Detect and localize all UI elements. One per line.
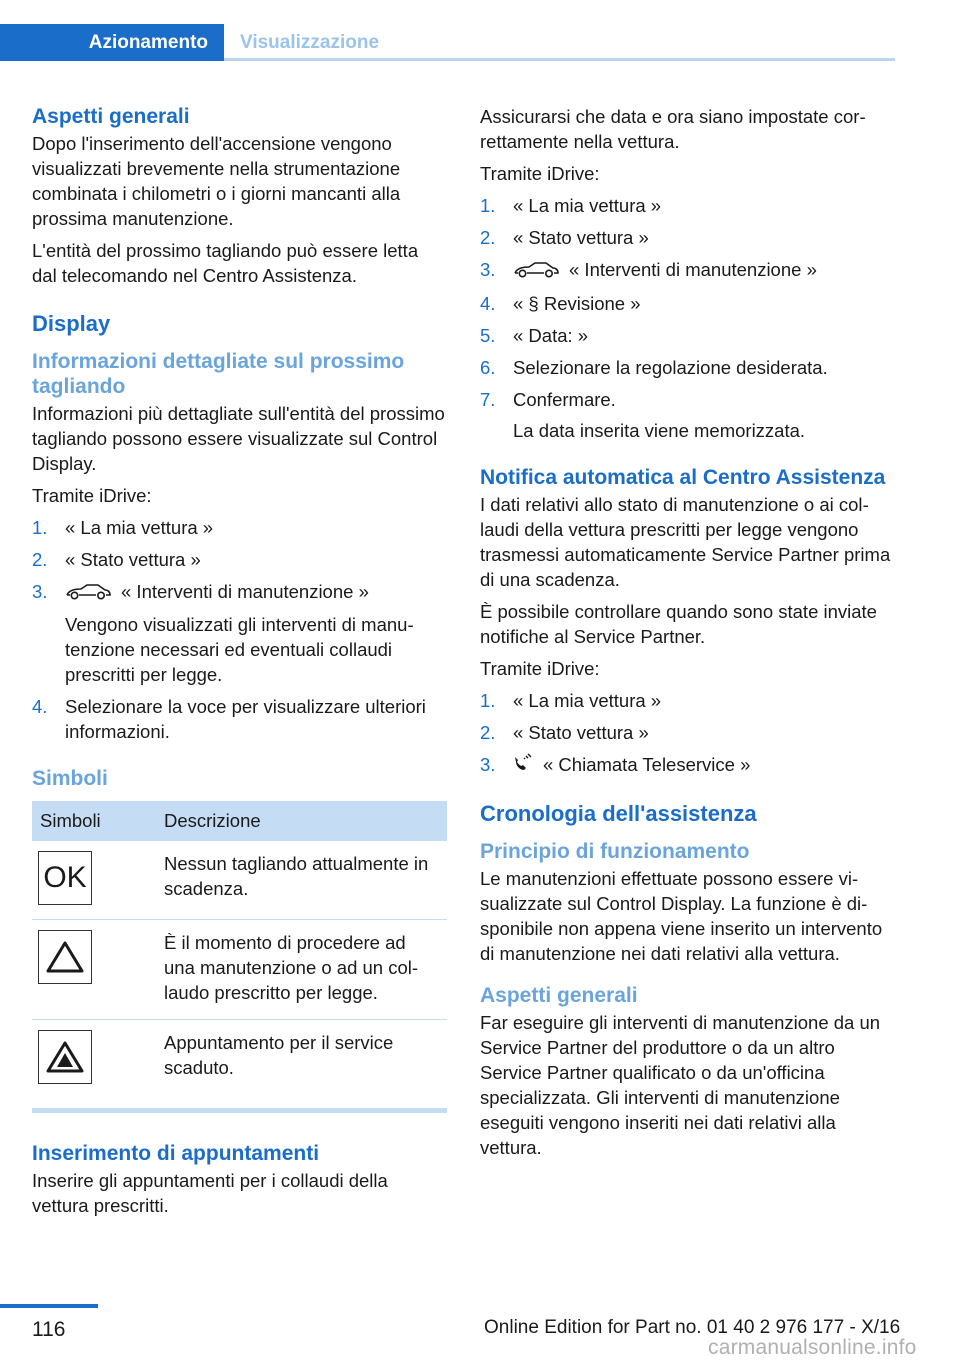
subsection-title-principio: Principio di funzionamento — [480, 839, 750, 863]
subsection-title-informazioni: Informazioni dettagliate sul prossimo tagliando — [32, 350, 405, 398]
steps-list — [32, 515, 447, 744]
symbols-table — [32, 801, 447, 1098]
paragraph: Tramite iDrive: — [480, 163, 600, 184]
list-item: 4. Selezionare la voce per visualizzare ulteriori informazioni. — [32, 695, 426, 742]
table-row: È il momento di procedere ad una manutenzione o ad un collaudo prescritto per legge. — [32, 919, 447, 1019]
list-item: 3. « Chiamata Teleservice » — [480, 752, 895, 779]
list-item: 4. « § Revisione » — [480, 292, 641, 314]
warning-triangle-icon — [38, 930, 92, 984]
paragraph: Assicurarsi che data e ora siano impostate correttamente nella vettura. — [480, 106, 866, 152]
list-item: 1. « La mia vettura » — [32, 517, 214, 538]
paragraph: Le manutenzioni effettuate possono essere visualizzate sul Control Display. La funzione è disponibile non appena viene inserito un intervento di manutenzione nei dati relativi alla vettura. — [480, 867, 883, 964]
list-item: 2. « Stato vettura » — [32, 549, 201, 570]
list-item: 1. « La mia vettura » — [480, 689, 662, 711]
header-tabs — [0, 24, 895, 61]
tab-visualizzazione[interactable]: Visualizzazione — [240, 31, 380, 53]
paragraph: È possibile controllare quando sono state inviate notifiche al Service Partner. — [480, 600, 877, 647]
table-bottom-rule — [32, 1108, 447, 1113]
car-service-icon — [513, 259, 559, 284]
subsection-title-aspetti-generali: Aspetti generali — [480, 983, 638, 1007]
paragraph: Inserire gli appuntamenti per i collaudi della vettura prescritti. — [32, 1169, 388, 1216]
paragraph: Informazioni più dettagliate sull'entità del prossimo tagliando possono essere visualizzate sul Control Display. — [32, 403, 445, 474]
list-item: 1. « La mia vettura » — [480, 195, 662, 216]
warning-triangle-filled-icon — [38, 1030, 92, 1084]
section-title-display: Display — [32, 311, 111, 336]
section-title-aspetti-generali: Aspetti generali — [32, 105, 190, 128]
paragraph: I dati relativi allo stato di manutenzione o ai collaudi della vettura prescritti per legge vengono trasmessi automaticamente Service Partner prima di una scadenza. — [480, 493, 891, 590]
tab-azionamento[interactable]: Azionamento — [0, 24, 224, 61]
paragraph: Dopo l'inserimento dell'accensione vengono visualizzati brevemente nella strumentazione combinata i chilometri o i giorni mancanti alla prossima manutenzione. — [32, 133, 401, 229]
left-column — [32, 104, 447, 1225]
list-item: 5. « Data: » — [480, 324, 589, 346]
list-item: 2. « Stato vettura » — [480, 721, 649, 743]
right-column — [480, 104, 895, 1167]
paragraph: Tramite iDrive: — [480, 657, 600, 679]
header-divider — [224, 58, 895, 61]
list-item: 3. « Interventi di manutenzione » Vengono visualizzati gli interventi di manutenzione necessari ed eventuali collaudi prescritti per legge. — [32, 581, 414, 685]
steps-list — [480, 193, 895, 443]
section-title-inserimento: Inserimento di appuntamenti — [32, 1141, 320, 1165]
edition-note: Online Edition for Part no. 01 40 2 976 177 - X/16 — [484, 1317, 901, 1338]
table-header: Descrizione — [156, 801, 447, 841]
paragraph: L'entità del prossimo tagliando può essere letta dal telecomando nel Centro Assistenza. — [32, 240, 419, 286]
footer-rule — [0, 1304, 98, 1308]
table-header: Simboli — [32, 801, 156, 841]
list-item: 3. « Interventi di manutenzione » — [480, 257, 895, 284]
paragraph: Tramite iDrive: — [32, 485, 152, 506]
list-item: 2. « Stato vettura » — [480, 227, 649, 248]
steps-list — [480, 688, 895, 779]
table-row: Appuntamento per il service scaduto. — [32, 1019, 447, 1098]
page-number: 116 — [32, 1318, 66, 1341]
list-item: 7. Confermare. La data inserita viene memorizzata. — [480, 388, 806, 441]
ok-symbol-icon: OK — [38, 851, 92, 905]
paragraph: Far eseguire gli interventi di manutenzione da un Service Partner del produttore o da un altro Service Partner qualificato o da un'officina specializzata. Gli interventi di manutenzione eseguiti vengono inseriti nei dati relativi alla vettura. — [480, 1011, 881, 1158]
table-row: OK Nessun tagliando attualmente in scadenza. — [32, 841, 447, 920]
section-title-cronologia: Cronologia dell'assistenza — [480, 800, 757, 826]
car-service-icon — [65, 581, 111, 606]
list-item: 6. Selezionare la regolazione desiderata. — [480, 356, 828, 378]
teleservice-phone-icon — [513, 753, 533, 779]
section-title-notifica: Notifica automatica al Centro Assistenza — [480, 465, 886, 489]
subsection-title-simboli: Simboli — [32, 766, 108, 790]
watermark: carmanualsonline.info — [708, 1336, 917, 1359]
